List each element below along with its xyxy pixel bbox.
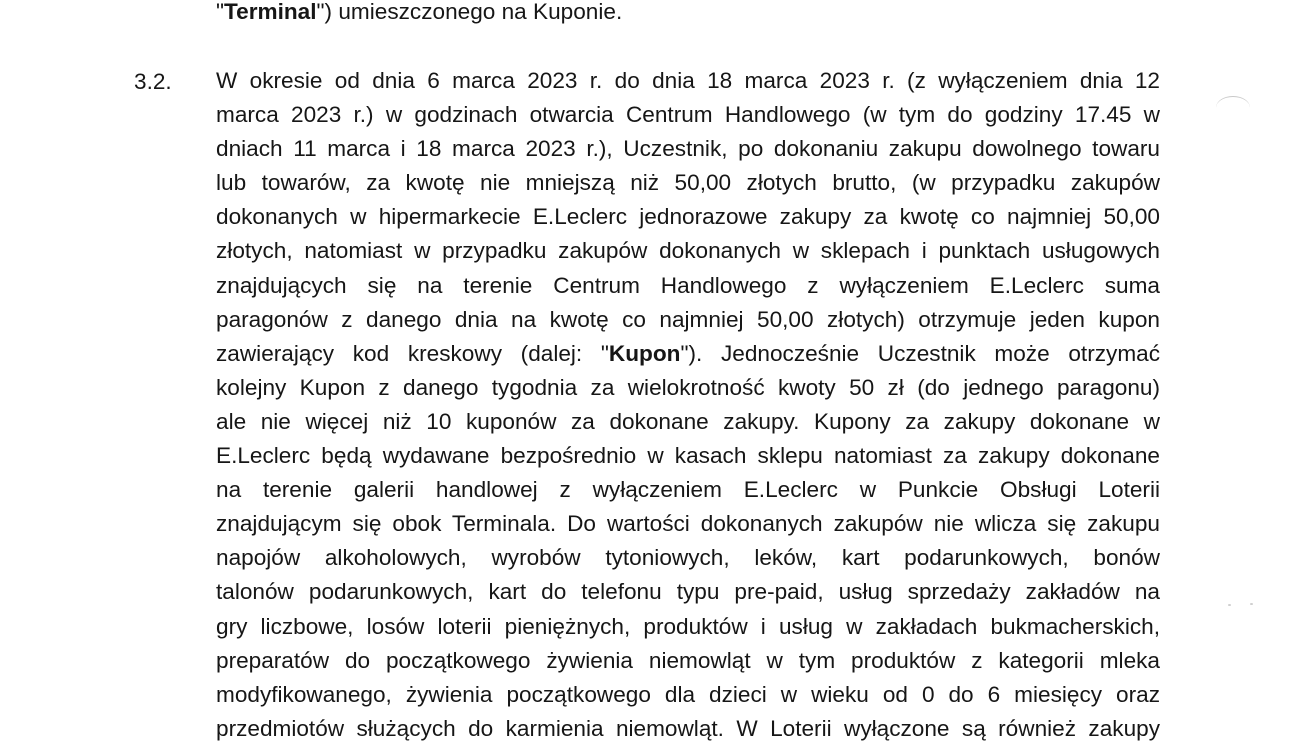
paragraph-line-14: znajdującym się obok Terminala. Do wartości dokonanych zakupów nie wlicza się zakupu xyxy=(216,511,1160,537)
intro-open-quote: " xyxy=(216,0,225,24)
line9-before: zawierający kod kreskowy (dalej: " xyxy=(216,340,609,366)
paragraph-line-17: gry liczbowe, losów loterii pieniężnych, produktów i usług w zakładach bukmacherskich, xyxy=(216,613,1160,639)
intro-line xyxy=(216,0,622,28)
paragraph-line-19: modyfikowanego, żywienia początkowego dla dzieci w wieku od 0 do 6 miesięcy oraz xyxy=(216,681,1160,707)
paragraph-line-10: kolejny Kupon z danego tygodnia za wielokrotność kwoty 50 zł (do jednego paragonu) xyxy=(216,374,1160,400)
line9-after: "). Jednocześnie Uczestnik może otrzymać xyxy=(680,340,1160,366)
paragraph-line-9 xyxy=(216,337,1160,371)
paragraph-line-4: lub towarów, za kwotę nie mniejszą niż 50,00 złotych brutto, (w przypadku zakupów xyxy=(216,170,1160,196)
scan-artifact-dot xyxy=(1250,603,1253,605)
intro-term-terminal: Terminal xyxy=(224,0,317,24)
paragraph-number: 3.2. xyxy=(134,69,172,94)
paragraph-body xyxy=(216,64,1160,746)
paragraph-line-20: przedmiotów służących do karmienia niemowląt. W Loterii wyłączone są również zakupy xyxy=(216,715,1160,741)
paragraph-line-18: preparatów do początkowego żywienia niemowląt w tym produktów z kategorii mleka xyxy=(216,647,1160,673)
paragraph-line-6: złotych, natomiast w przypadku zakupów dokonanych w sklepach i punktach usługowych xyxy=(216,238,1160,264)
paragraph-line-5: dokonanych w hipermarkecie E.Leclerc jednorazowe zakupy za kwotę co najmniej 50,00 xyxy=(216,204,1160,230)
paragraph-line-16: talonów podarunkowych, kart do telefonu typu pre-paid, usług sprzedaży zakładów na xyxy=(216,579,1160,605)
intro-rest: ") umieszczonego na Kuponie. xyxy=(316,0,623,24)
paragraph-line-3: dniach 11 marca i 18 marca 2023 r.), Uczestnik, po dokonaniu zakupu dowolnego towaru xyxy=(216,136,1160,162)
paragraph-line-12: E.Leclerc będą wydawane bezpośrednio w kasach sklepu natomiast za zakupy dokonane xyxy=(216,443,1160,469)
paragraph-line-1: W okresie od dnia 6 marca 2023 r. do dnia 18 marca 2023 r. (z wyłączeniem dnia 12 xyxy=(216,68,1160,93)
term-kupon: Kupon xyxy=(608,340,681,366)
scan-artifact-dot xyxy=(1228,604,1231,606)
paragraph-line-2: marca 2023 r.) w godzinach otwarcia Centrum Handlowego (w tym do godziny 17.45 w xyxy=(216,102,1160,128)
scan-artifact-mark xyxy=(1216,96,1250,119)
paragraph-line-7: znajdujących się na terenie Centrum Handlowego z wyłączeniem E.Leclerc suma xyxy=(216,272,1160,298)
paragraph-line-8: paragonów z danego dnia na kwotę co najmniej 50,00 złotych) otrzymuje jeden kupon xyxy=(216,306,1160,332)
paragraph-line-13: na terenie galerii handlowej z wyłączeniem E.Leclerc w Punkcie Obsługi Loterii xyxy=(216,477,1160,503)
paragraph-line-15: napojów alkoholowych, wyrobów tytoniowych, leków, kart podarunkowych, bonów xyxy=(216,545,1160,571)
paragraph-line-11: ale nie więcej niż 10 kuponów za dokonane zakupy. Kupony za zakupy dokonane w xyxy=(216,408,1160,434)
